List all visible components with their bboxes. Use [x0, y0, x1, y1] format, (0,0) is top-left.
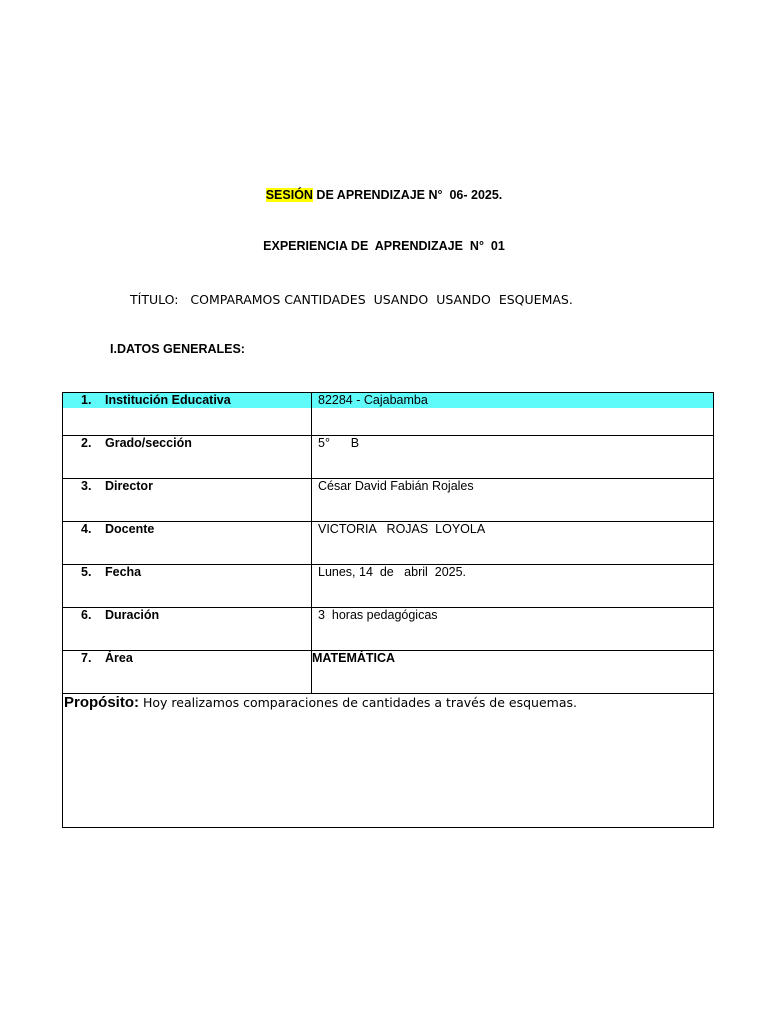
- field-label: Institución Educativa: [105, 393, 231, 407]
- field-value-cell: [312, 436, 714, 479]
- purpose-label: Propósito:: [64, 694, 139, 711]
- field-value: 82284 - Cajabamba: [312, 393, 713, 408]
- field-value: 5° B: [318, 436, 360, 450]
- field-label-cell: [63, 565, 312, 608]
- field-label: Duración: [105, 608, 160, 622]
- field-number: 7.: [81, 651, 92, 665]
- section-heading: I.DATOS GENERALES:: [110, 342, 245, 356]
- field-label-cell: [63, 436, 312, 479]
- field-value-cell: [312, 393, 714, 436]
- field-label-cell: [63, 608, 312, 651]
- session-title: TÍTULO: COMPARAMOS CANTIDADES USANDO USANDO ESQUEMAS.: [130, 292, 573, 307]
- table-row: [63, 436, 714, 479]
- table-row: [63, 565, 714, 608]
- session-heading-rest: DE APRENDIZAJE N° 06- 2025.: [312, 188, 503, 202]
- field-label: Director: [105, 479, 153, 493]
- purpose-row: [63, 694, 714, 828]
- table-row: [63, 393, 714, 436]
- table-row: [63, 479, 714, 522]
- field-number: 1.: [81, 393, 92, 407]
- field-label-cell: [63, 651, 312, 694]
- general-data-table: [62, 392, 714, 828]
- field-number: 5.: [81, 565, 92, 579]
- field-value: César David Fabián Rojales: [318, 479, 474, 493]
- field-label: Fecha: [105, 565, 142, 579]
- field-value: MATEMÁTICA: [312, 651, 396, 665]
- table-row: [63, 651, 714, 694]
- session-heading: [0, 188, 768, 202]
- field-number: 6.: [81, 608, 92, 622]
- field-value-cell: [312, 479, 714, 522]
- purpose-text: Hoy realizamos comparaciones de cantidades a través de esquemas.: [139, 695, 577, 710]
- field-value: Lunes, 14 de abril 2025.: [318, 565, 467, 579]
- field-value-cell: [312, 651, 714, 694]
- field-value-cell: [312, 608, 714, 651]
- field-number: 4.: [81, 522, 92, 536]
- field-number: 3.: [81, 479, 92, 493]
- field-label: Grado/sección: [105, 436, 192, 450]
- field-value: VICTORIA ROJAS LOYOLA: [318, 522, 486, 536]
- field-label: Área: [105, 651, 133, 665]
- session-highlight: SESIÓN: [265, 188, 313, 202]
- purpose-cell: [63, 694, 714, 828]
- experience-heading: EXPERIENCIA DE APRENDIZAJE N° 01: [263, 239, 505, 253]
- field-label-cell: [63, 522, 312, 565]
- table-row: [63, 522, 714, 565]
- field-value: 3 horas pedagógicas: [318, 608, 438, 622]
- field-label-cell: [63, 479, 312, 522]
- field-value-cell: [312, 522, 714, 565]
- field-label: Docente: [105, 522, 155, 536]
- table-row: [63, 608, 714, 651]
- field-label-cell: [63, 393, 312, 436]
- field-value-cell: [312, 565, 714, 608]
- field-number: 2.: [81, 436, 92, 450]
